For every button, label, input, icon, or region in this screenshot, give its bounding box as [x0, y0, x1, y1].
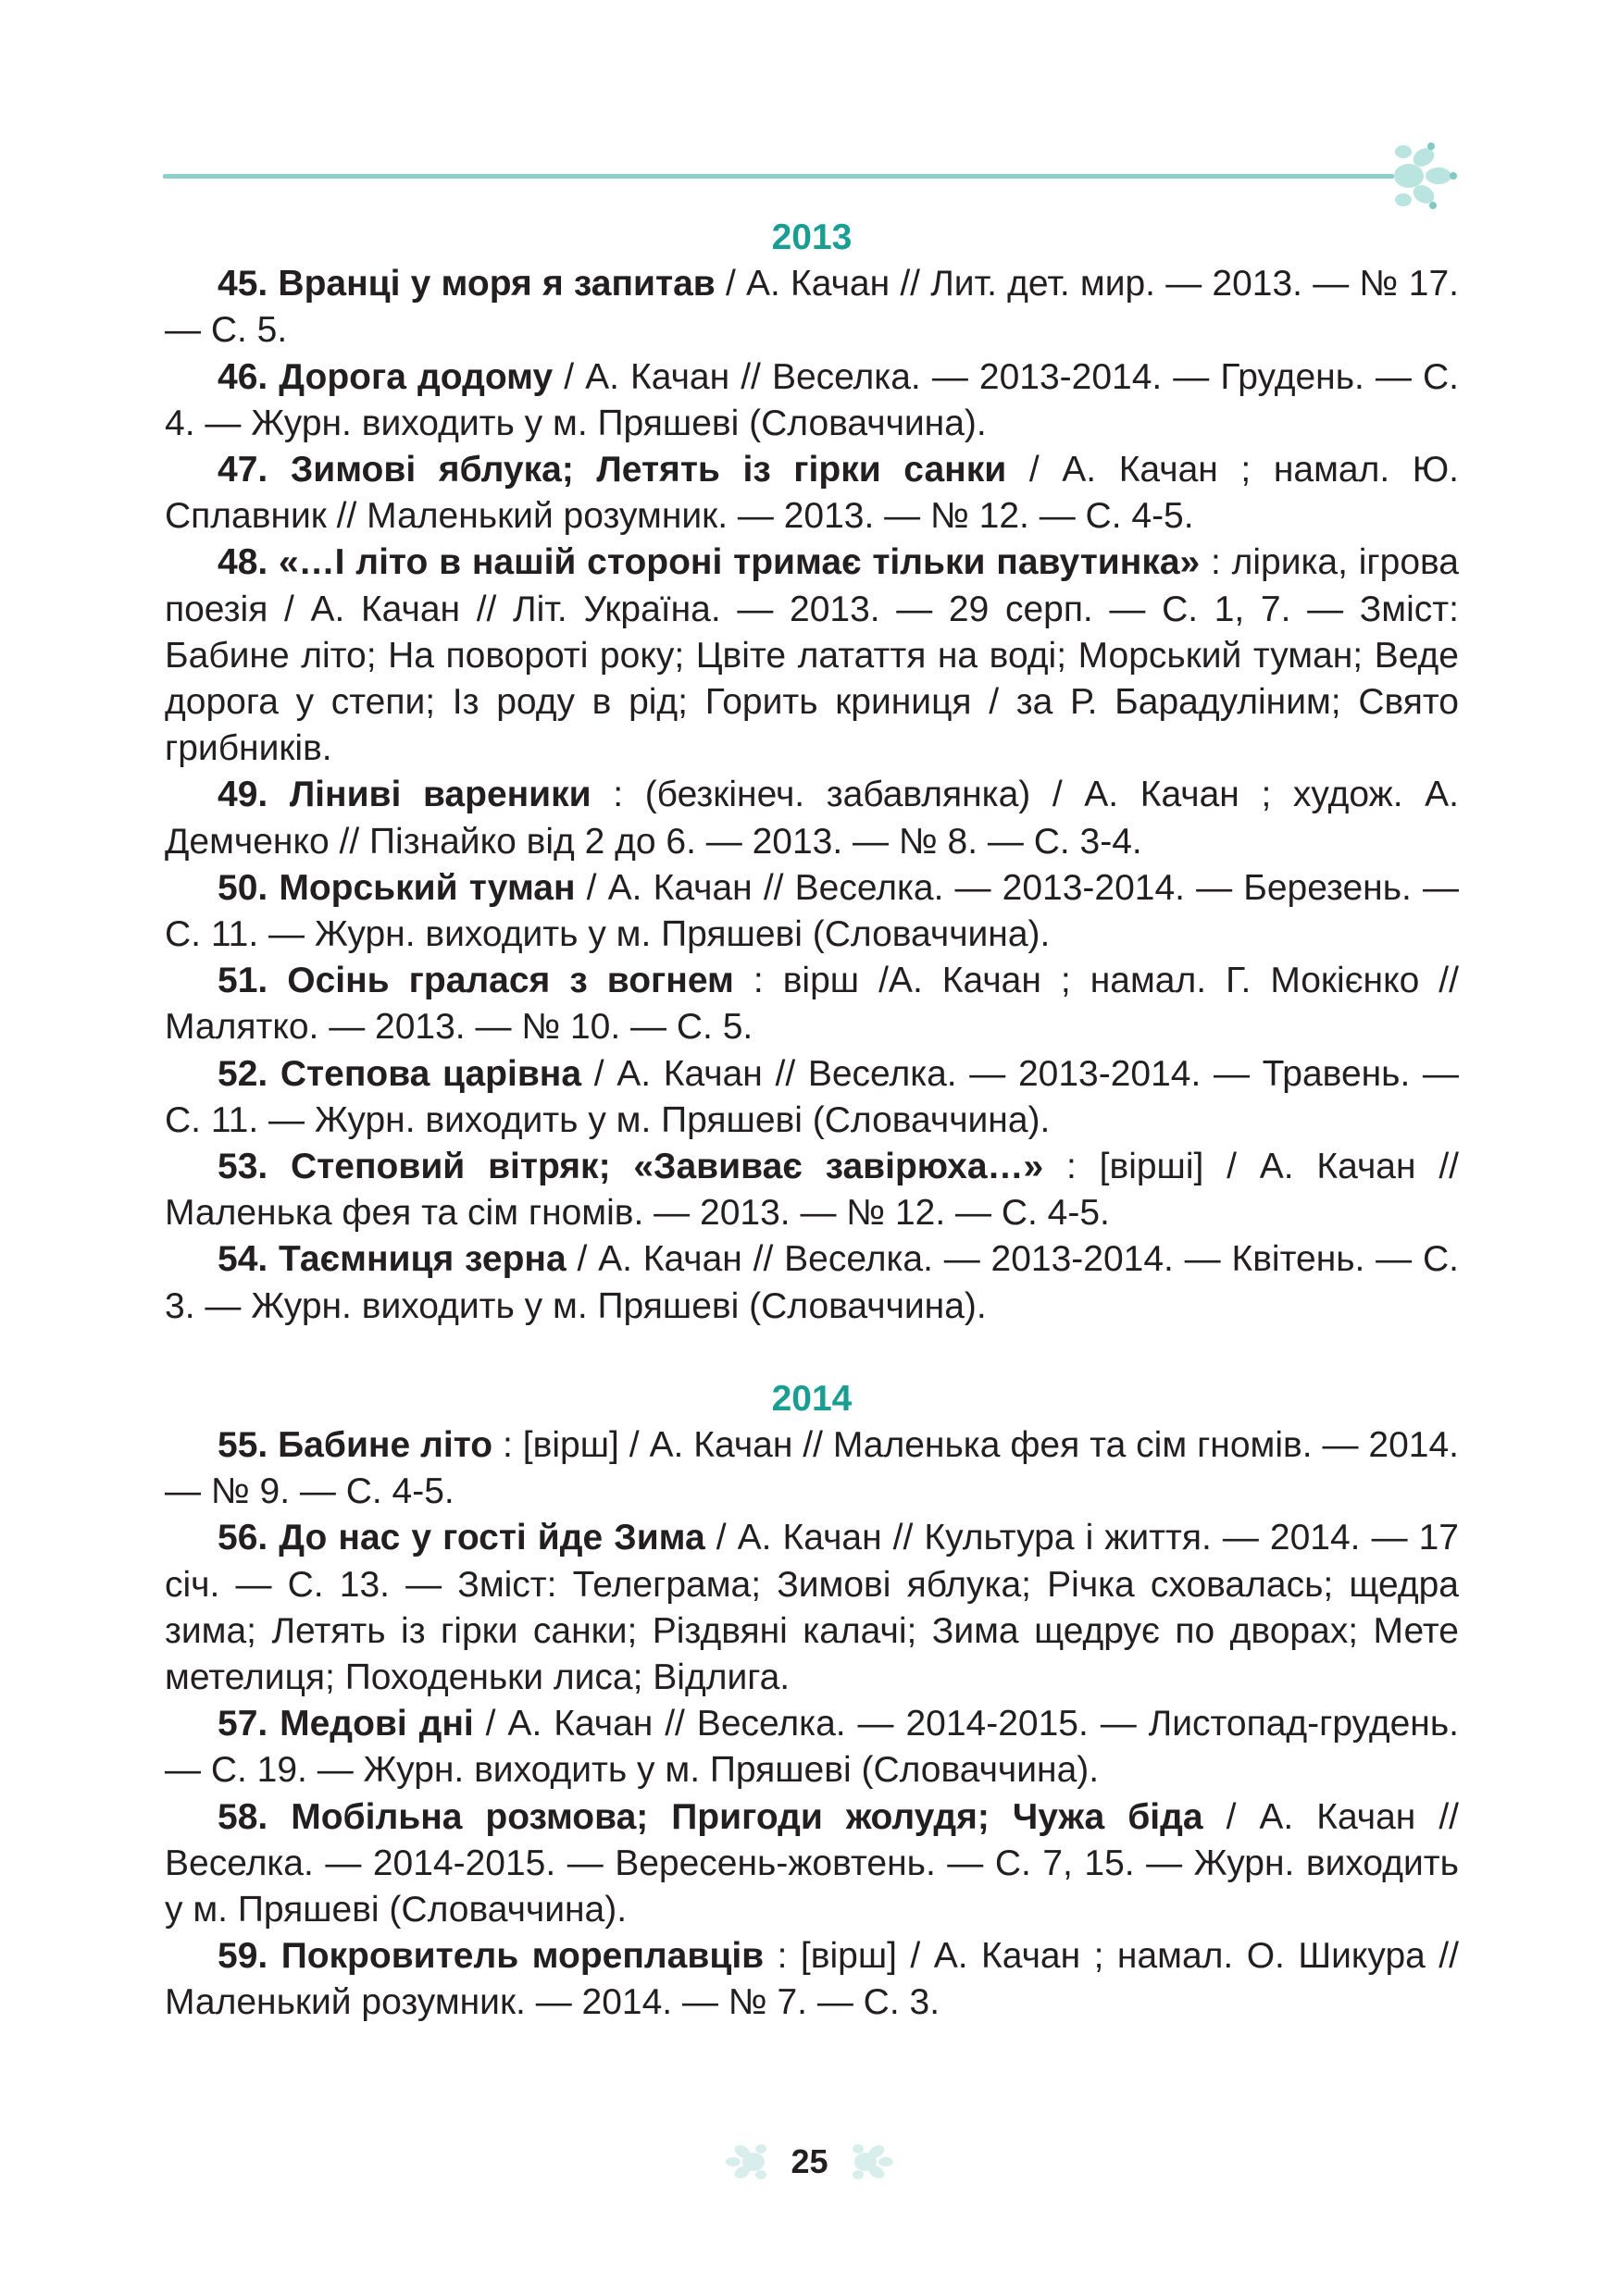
entry-title: 49. Ліниві вареники: [218, 775, 592, 815]
entry-46: [165, 354, 1459, 447]
entry-49: [165, 772, 1459, 864]
entry-details: / А. Качан // Веселка. — 2014-2015. — Листопад-грудень. — С. 19. — Журн. виходить у м. Пряшеві (Словаччина).: [165, 1704, 1459, 1791]
entry-48: [165, 540, 1459, 772]
entry-56: [165, 1515, 1459, 1701]
entry-details: / А. Качан // Веселка. — 2013-2014. — Березень. — С. 11. — Журн. виходить у м. Пряшеві (Словаччина).: [165, 867, 1459, 955]
year-heading-2014: 2014: [771, 1378, 853, 1419]
bibliography-content: [165, 215, 1459, 2027]
year-heading-2013: 2013: [771, 217, 853, 257]
entry-title: 58. Мобільна розмова; Пригоди жолудя; Чужа біда: [218, 1796, 1203, 1837]
entry-50: [165, 865, 1459, 958]
entry-details: / А. Качан // Веселка. — 2013-2014. — Квітень. — С. 3. — Журн. виходить у м. Пряшеві (Словаччина).: [165, 1239, 1459, 1326]
entry-details: / А. Качан // Веселка. — 2013-2014. — Травень. — С. 11. — Журн. виходить у м. Пряшеві (Словаччина).: [165, 1053, 1459, 1140]
entry-45: [165, 261, 1459, 354]
entry-55: [165, 1422, 1459, 1515]
entry-details: : лірика, ігрова поезія / А. Качан // Літ. Україна. — 2013. — 29 серп. — С. 1, 7. — Зміст: Бабине літо; На повороті року; Цвіте латаття на воді; Морський туман; Веде дорога у степи; Із роду в рід; Горить криниця / за Р. Барадуліним; Свято грибників.: [165, 542, 1459, 769]
entry-title: 46. Дорога додому: [218, 356, 554, 397]
entry-51: [165, 958, 1459, 1050]
entry-title: 56. До нас у гості йде Зима: [218, 1518, 705, 1558]
header-ornament-icon: [1376, 137, 1461, 215]
entry-details: / А. Качан // Культура і життя. — 2014. — 17 січ. — С. 13. — Зміст: Телеграма; Зимові яблука; Річка сховалась; щедра зима; Летять із гірки санки; Різдвяні калачі; Зима щедрує по дворах; Мете метелиця; Походеньки лиса; Відлига.: [165, 1518, 1459, 1698]
page-number: 25: [791, 2142, 828, 2180]
left-ornament-icon: [726, 2141, 774, 2182]
entry-title: 59. Покровитель мореплавців: [218, 1936, 765, 1977]
entry-title: 57. Медові дні: [218, 1704, 474, 1744]
entry-59: [165, 1933, 1459, 2026]
entry-details: / А. Качан ; намал. Ю. Сплавник // Маленький розумник. — 2013. — № 12. — С. 4-5.: [165, 450, 1459, 537]
entry-58: [165, 1794, 1459, 1934]
entry-53: [165, 1144, 1459, 1236]
entry-title: 55. Бабине літо: [218, 1425, 493, 1466]
entry-52: [165, 1051, 1459, 1144]
entry-57: [165, 1701, 1459, 1793]
right-ornament-icon: [845, 2141, 893, 2182]
entry-details: : [вірш] / А. Качан ; намал. О. Шикура // Маленький розумник. — 2014. — № 7. — С. 3.: [165, 1936, 1459, 2023]
entry-details: : [вірш] / А. Качан // Маленька фея та сім гномів. — 2014. — № 9. — С. 4-5.: [165, 1425, 1459, 1512]
entry-title: 50. Морський туман: [218, 867, 576, 908]
entry-title: 45. Вранці у моря я запитав: [218, 264, 716, 304]
entry-details: : (безкінеч. забавлянка) / А. Качан ; худож. А. Демченко // Пізнайко від 2 до 6. — 2013. — № 8. — С. 3-4.: [165, 775, 1459, 862]
page-footer: [0, 2134, 1619, 2190]
entry-title: 47. Зимові яблука; Летять із гірки санки: [218, 450, 1007, 490]
entry-details: : [вірші] / А. Качан // Маленька фея та сім гномів. — 2013. — № 12. — С. 4-5.: [165, 1147, 1459, 1234]
entry-details: / А. Качан // Веселка. — 2014-2015. — Вересень-жовтень. — С. 7, 15. — Журн. виходить у м. Пряшеві (Словаччина).: [165, 1796, 1460, 1930]
entry-54: [165, 1236, 1459, 1329]
entry-title: 53. Степовий вітряк; «Завиває завірюха…»: [218, 1147, 1044, 1187]
entry-title: 48. «…І літо в нашій стороні тримає тільки павутинка»: [218, 542, 1201, 583]
entry-47: [165, 447, 1459, 540]
entry-title: 52. Степова царівна: [218, 1053, 582, 1094]
entry-title: 51. Осінь гралася з вогнем: [218, 961, 734, 1001]
header-rule: [163, 174, 1394, 179]
entry-details: : вірш /А. Качан ; намал. Г. Мокієнко // Малятко. — 2013. — № 10. — С. 5.: [165, 961, 1459, 1048]
entry-details: / А. Качан // Лит. дет. мир. — 2013. — № 17. — С. 5.: [165, 264, 1460, 351]
entry-details: / А. Качан // Веселка. — 2013-2014. — Грудень. — С. 4. — Журн. виходить у м. Пряшеві (Словаччина).: [165, 356, 1460, 443]
entry-title: 54. Таємниця зерна: [218, 1239, 567, 1280]
